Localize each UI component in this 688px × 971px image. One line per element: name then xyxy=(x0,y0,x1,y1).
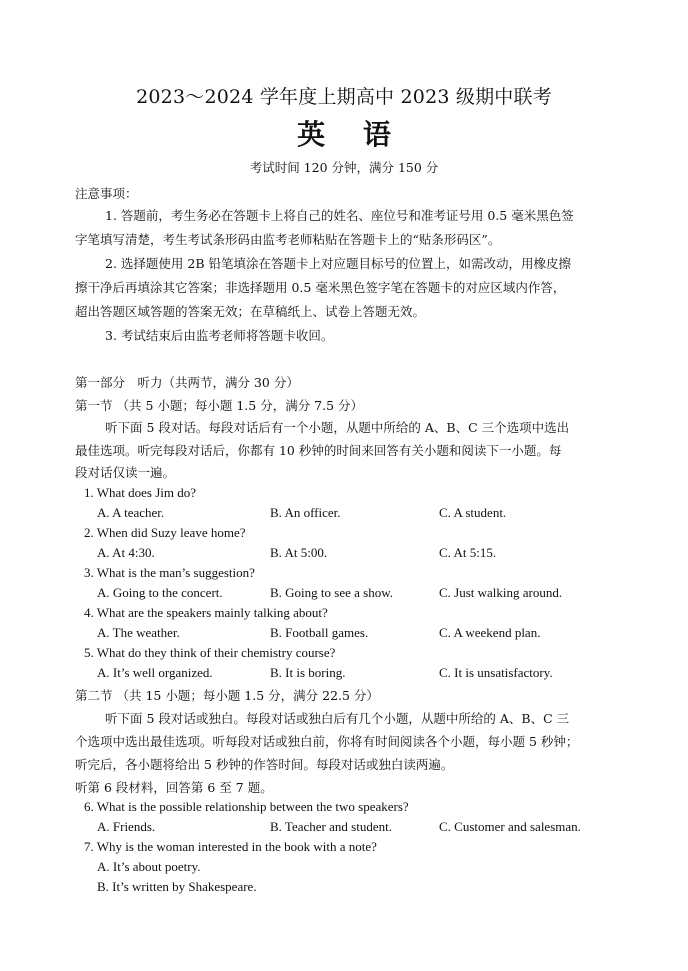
question-3: 3. What is the man’s suggestion? xyxy=(84,565,255,580)
notice-item3: 3. 考试结束后由监考老师将答题卡收回。 xyxy=(105,328,334,343)
q4-option-b: B. Football games. xyxy=(270,625,369,640)
notice-heading: 注意事项： xyxy=(75,186,138,201)
section1-instructions-line1: 听下面 5 段对话。每段对话后有一个小题，从题中所给的 A、B、C 三个选项中选出 xyxy=(105,420,570,435)
question-4: 4. What are the speakers mainly talking about? xyxy=(84,605,328,620)
notice-item2-line3: 超出答题区域答题的答案无效；在草稿纸上、试卷上答题无效。 xyxy=(75,304,426,319)
section2-instructions-line1: 听下面 5 段对话或独白。每段对话或独白后有几个小题，从题中所给的 A、B、C 三 xyxy=(105,711,570,726)
section1-instructions-line3: 段对话仅读一遍。 xyxy=(75,465,176,480)
q5-option-c: C. It is unsatisfactory. xyxy=(439,665,553,680)
q4-option-a: A. The weather. xyxy=(97,625,180,640)
q7-option-b: B. It’s written by Shakespeare. xyxy=(97,879,257,894)
q3-option-b: B. Going to see a show. xyxy=(270,585,394,600)
q1-option-a: A. A teacher. xyxy=(97,505,165,520)
q5-option-a: A. It’s well organized. xyxy=(97,665,213,680)
q3-option-c: C. Just walking around. xyxy=(439,585,563,600)
section1-heading: 第一节 （共 5 小题；每小题 1.5 分，满分 7.5 分） xyxy=(75,398,364,413)
q6-option-c: C. Customer and salesman. xyxy=(439,819,581,834)
q3-option-a: A. Going to the concert. xyxy=(97,585,223,600)
question-7: 7. Why is the woman interested in the book with a note? xyxy=(84,839,377,854)
q2-option-a: A. At 4:30. xyxy=(97,545,155,560)
q1-option-b: B. An officer. xyxy=(270,505,341,520)
q7-option-a: A. It’s about poetry. xyxy=(97,859,201,874)
question-5: 5. What do they think of their chemistry course? xyxy=(84,645,336,660)
q4-option-c: C. A weekend plan. xyxy=(439,625,541,640)
section2-instructions-line2: 个选项中选出最佳选项。听每段对话或独白前，你将有时间阅读各个小题，每小题 5 秒钟； xyxy=(75,734,579,749)
notice-item2-line1: 2. 选择题使用 2B 铅笔填涂在答题卡上对应题目标号的位置上，如需改动，用橡皮擦 xyxy=(105,256,571,271)
section2-heading: 第二节 （共 15 小题；每小题 1.5 分，满分 22.5 分） xyxy=(75,688,379,703)
question-1: 1. What does Jim do? xyxy=(84,485,197,500)
q6-option-a: A. Friends. xyxy=(97,819,156,834)
q1-option-c: C. A student. xyxy=(439,505,507,520)
q2-option-b: B. At 5:00. xyxy=(270,545,328,560)
part1-heading: 第一部分 听力（共两节，满分 30 分） xyxy=(75,375,299,390)
question-6: 6. What is the possible relationship between the two speakers? xyxy=(84,799,409,814)
notice-item1-line2: 字笔填写清楚，考生考试条形码由监考老师粘贴在答题卡上的“贴条形码区”。 xyxy=(75,232,501,247)
section2-instructions-line3: 听完后，各小题将给出 5 秒钟的作答时间。每段对话或独白读两遍。 xyxy=(75,757,454,772)
notice-item2-line2: 擦干净后再填涂其它答案；非选择题用 0.5 毫米黑色签字笔在答题卡的对应区域内作答， xyxy=(75,280,566,295)
exam-title: 2023～2024 学年度上期高中 2023 级期中联考 xyxy=(136,86,552,108)
material-6-instruction: 听第 6 段材料，回答第 6 至 7 题。 xyxy=(75,780,273,795)
notice-item1-line1: 1. 答题前，考生务必在答题卡上将自己的姓名、座位号和准考证号用 0.5 毫米黑色签 xyxy=(105,208,574,223)
question-2: 2. When did Suzy leave home? xyxy=(84,525,246,540)
section1-instructions-line2: 最佳选项。听完每段对话后，你都有 10 秒钟的时间来回答有关小题和阅读下一小题。每 xyxy=(75,443,562,458)
q5-option-b: B. It is boring. xyxy=(270,665,346,680)
subject-title: 英 语 xyxy=(297,118,405,151)
q6-option-b: B. Teacher and student. xyxy=(270,819,392,834)
exam-info: 考试时间 120 分钟，满分 150 分 xyxy=(249,160,439,175)
q2-option-c: C. At 5:15. xyxy=(439,545,497,560)
